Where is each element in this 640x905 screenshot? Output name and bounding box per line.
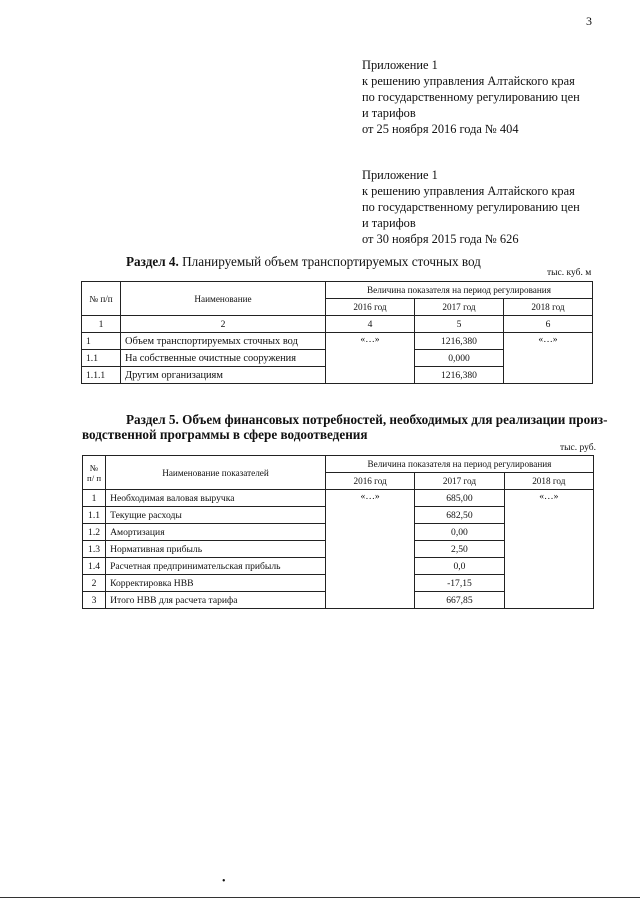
section5-title-line1 (126, 412, 608, 428)
col-number: 2 (121, 316, 326, 333)
section5-title-line2 (82, 427, 368, 443)
section5-table (82, 455, 594, 609)
row-num: 1.1 (83, 507, 106, 524)
value-2017: 1216,380 (415, 333, 504, 350)
header-2018: 2018 год (504, 299, 593, 316)
appendix-line: и тарифов (362, 106, 416, 120)
row-num: 1 (83, 490, 106, 507)
section5-unit: тыс. руб. (560, 443, 596, 453)
value-2016: «…» (325, 490, 414, 609)
page-bottom-edge (0, 897, 640, 898)
appendix-line: и тарифов (362, 216, 416, 230)
row-num: 1.3 (83, 541, 106, 558)
col-number: 5 (415, 316, 504, 333)
row-name: На собственные очистные сооружения (121, 350, 326, 367)
value-2018: «…» (504, 333, 593, 384)
appendix-line: Приложение 1 (362, 168, 438, 182)
col-number: 4 (326, 316, 415, 333)
row-name: Объем транспортируемых сточных вод (121, 333, 326, 350)
header-2016: 2016 год (325, 473, 414, 490)
row-num: 3 (83, 592, 106, 609)
section4-title-text: Планируемый объем транспортируемых сточных вод (178, 254, 481, 269)
header-num: № п/ п (83, 456, 106, 490)
value-2017: 0,000 (415, 350, 504, 367)
header-period: Величина показателя на период регулирования (326, 282, 593, 299)
header-2018: 2018 год (504, 473, 593, 490)
section5-title-text-2: водственной программы в сфере водоотведения (82, 427, 368, 442)
section4-title (126, 254, 481, 270)
value-2017: 0,0 (415, 558, 504, 575)
appendix-line: к решению управления Алтайского края (362, 74, 575, 88)
row-name: Нормативная прибыль (106, 541, 326, 558)
row-num: 1.1 (82, 350, 121, 367)
row-num: 1 (82, 333, 121, 350)
value-2017: 2,50 (415, 541, 504, 558)
row-num: 1.1.1 (82, 367, 121, 384)
appendix-note-2016 (362, 57, 612, 137)
row-name: Итого НВВ для расчета тарифа (106, 592, 326, 609)
value-2017: 682,50 (415, 507, 504, 524)
value-2017: 667,85 (415, 592, 504, 609)
section4-label: Раздел 4. (126, 254, 179, 269)
row-name: Текущие расходы (106, 507, 326, 524)
section5-title-text: Объем финансовых потребностей, необходимых для реализации произ- (178, 412, 608, 427)
col-number: 6 (504, 316, 593, 333)
column-number-row (82, 316, 593, 333)
row-name: Амортизация (106, 524, 326, 541)
row-num: 1.4 (83, 558, 106, 575)
header-name: Наименование показателей (106, 456, 326, 490)
header-name: Наименование (121, 282, 326, 316)
appendix-note-2015 (362, 167, 612, 247)
value-2018: «…» (504, 490, 593, 609)
value-2017: 1216,380 (415, 367, 504, 384)
appendix-line: по государственному регулированию цен (362, 200, 580, 214)
appendix-line: к решению управления Алтайского края (362, 184, 575, 198)
table-row (83, 490, 594, 507)
value-2017: 685,00 (415, 490, 504, 507)
appendix-line: по государственному регулированию цен (362, 90, 580, 104)
header-2016: 2016 год (326, 299, 415, 316)
scan-speck: • (222, 876, 226, 887)
row-name: Корректировка НВВ (106, 575, 326, 592)
row-name: Необходимая валовая выручка (106, 490, 326, 507)
section4-table (81, 281, 593, 384)
appendix-line: от 25 ноября 2016 года № 404 (362, 122, 519, 136)
row-num: 2 (83, 575, 106, 592)
header-num: № п/п (82, 282, 121, 316)
value-2017: -17,15 (415, 575, 504, 592)
page-number: 3 (586, 14, 592, 28)
table-row (82, 333, 593, 350)
appendix-line: Приложение 1 (362, 58, 438, 72)
header-period: Величина показателя на период регулирования (325, 456, 593, 473)
col-number: 1 (82, 316, 121, 333)
row-num: 1.2 (83, 524, 106, 541)
value-2017: 0,00 (415, 524, 504, 541)
appendix-line: от 30 ноября 2015 года № 626 (362, 232, 519, 246)
header-2017: 2017 год (415, 473, 504, 490)
section4-unit: тыс. куб. м (547, 268, 592, 278)
row-name: Расчетная предпринимательская прибыль (106, 558, 326, 575)
row-name: Другим организациям (121, 367, 326, 384)
section5-label: Раздел 5. (126, 412, 179, 427)
value-2016: «…» (326, 333, 415, 384)
header-2017: 2017 год (415, 299, 504, 316)
